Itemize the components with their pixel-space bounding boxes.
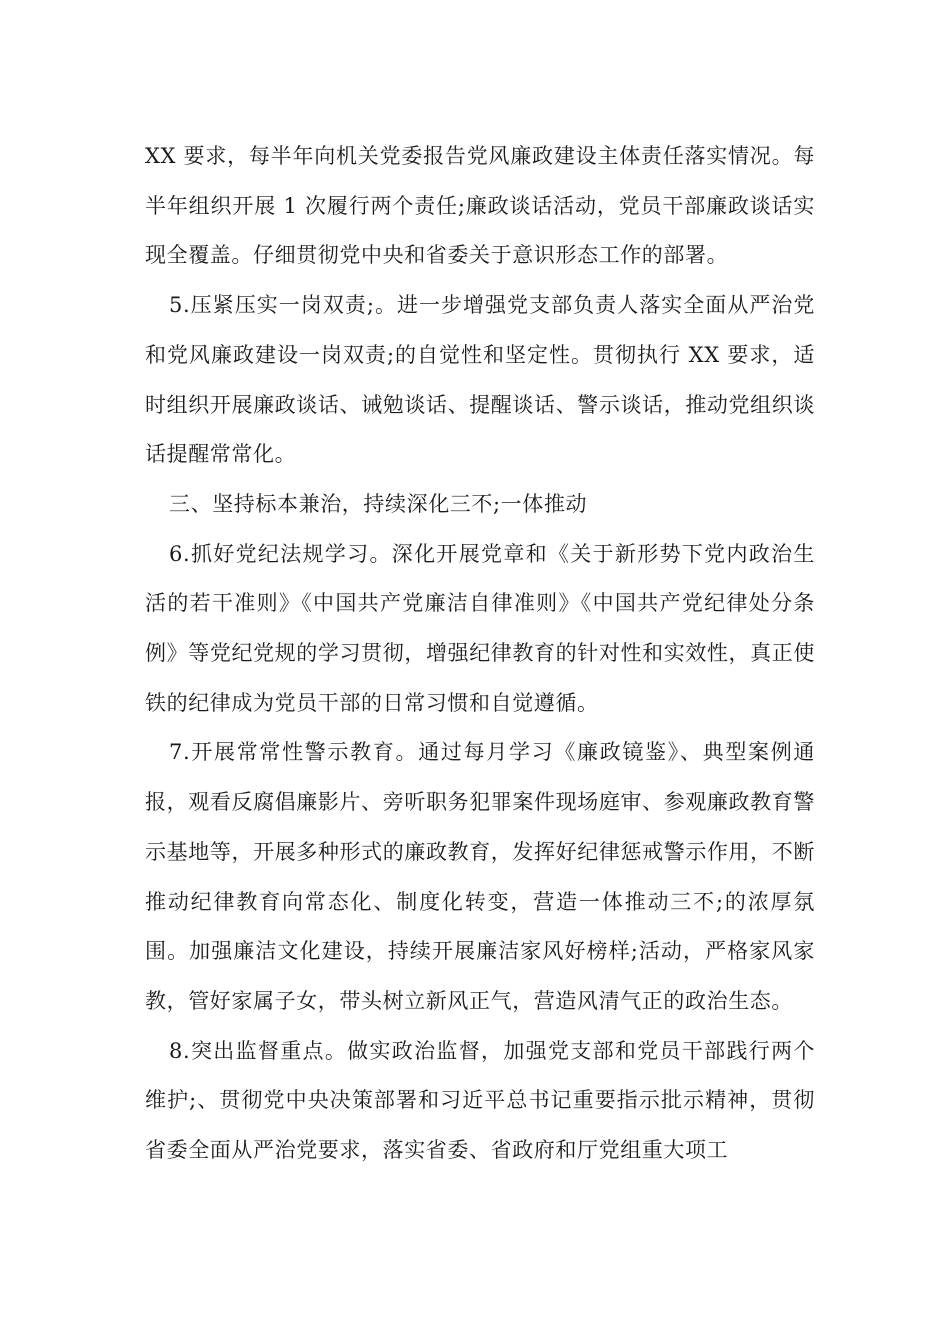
paragraph-continuation: XX 要求，每半年向机关党委报告党风廉政建设主体责任落实情况。每半年组织开展 1 次履行两个责任;廉政谈话活动，党员干部廉政谈话实现全覆盖。仔细贯彻党中央和省委关于意识形态工作的部署。	[145, 144, 815, 268]
section-heading-3: 三、坚持标本兼治，持续深化三不;一体推动	[169, 491, 588, 516]
paragraph-item-8: 8.突出监督重点。做实政治监督，加强党支部和党员干部践行两个维护;、贯彻党中央决策部署和习近平总书记重要指示批示精神，贯彻省委全面从严治党要求，落实省委、省政府和厅党组重大项工	[145, 1038, 815, 1163]
paragraph-item-7: 7.开展常常性警示教育。通过每月学习《廉政镜鉴》、典型案例通报，观看反腐倡廉影片、旁听职务犯罪案件现场庭审、参观廉政教育警示基地等，开展多种形式的廉政教育，发挥好纪律惩戒警示作用，不断推动纪律教育向常态化、制度化转变，营造一体推动三不;的浓厚氛围。加强廉洁文化建设，持续开展廉洁家风好榜样;活动，严格家风家教，管好家属子女，带头树立新风正气，营造风清气正的政治生态。	[145, 740, 815, 1013]
paragraph-item-5: 5.压紧压实一岗双责;。进一步增强党支部负责人落实全面从严治党和党风廉政建设一岗双责;的自觉性和坚定性。贯彻执行 XX 要求，适时组织开展廉政谈话、诫勉谈话、提醒谈话、警示谈话，推动党组织谈话提醒常常化。	[145, 293, 815, 467]
document-body	[145, 132, 815, 1176]
paragraph-item-6: 6.抓好党纪法规学习。深化开展党章和《关于新形势下党内政治生活的若干准则》《中国共产党廉洁自律准则》《中国共产党纪律处分条例》等党纪党规的学习贯彻，增强纪律教育的针对性和实效性，真正使铁的纪律成为党员干部的日常习惯和自觉遵循。	[145, 541, 815, 715]
